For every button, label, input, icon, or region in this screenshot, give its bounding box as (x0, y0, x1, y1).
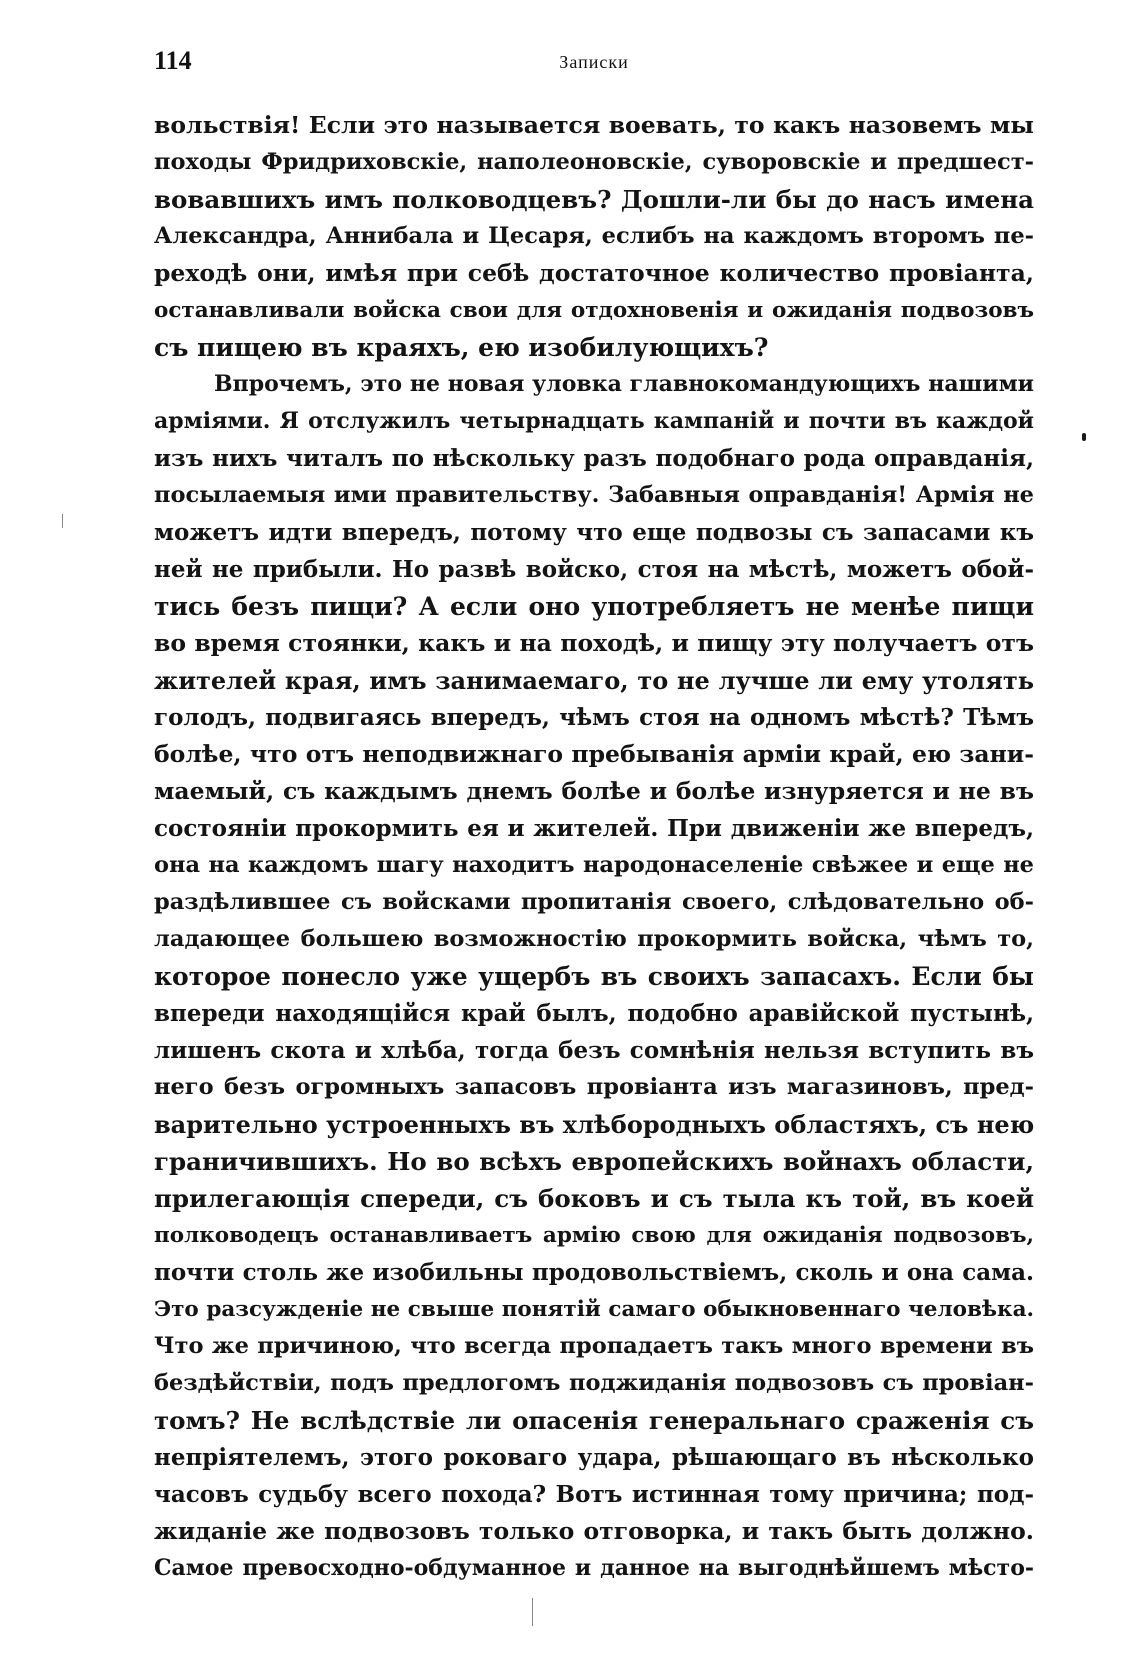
text-line: часовъ судьбу всего похода? Вотъ истинная тому причина; под- (154, 1481, 1034, 1508)
page-header (154, 46, 1034, 86)
text-line: непріятелемъ, этого роковаго удара, рѣшающаго въ нѣсколько (154, 1444, 1034, 1471)
text-line: тись безъ пищи? А если оно употребляетъ не менѣе пищи (154, 592, 1034, 621)
text-line: съ пищею въ краяхъ, ею изобилующихъ? (154, 333, 769, 362)
text-line: болѣе, что отъ неподвижнаго пребыванія арміи край, ею зани- (154, 740, 1034, 768)
print-speck (1082, 433, 1086, 441)
text-line: Александра, Аннибала и Цесаря, еслибъ на каждомъ второмъ пе- (154, 223, 1034, 249)
text-line: полководецъ останавливаетъ армію свою для ожиданія подвозовъ, (154, 1223, 1034, 1248)
text-line: варительно устроенныхъ въ хлѣбородныхъ областяхъ, съ нею (154, 1110, 1034, 1139)
text-line: Что же причиною, что всегда пропадаетъ такъ много времени въ (154, 1333, 1034, 1359)
text-line: почти столь же изобильны продовольствіемъ, сколь и она сама. (154, 1259, 1034, 1286)
text-line: жителей края, имъ занимаемаго, то не лучше ли ему утолять (154, 666, 1034, 695)
text-line: арміями. Я отслужилъ четырнадцать кампаній и почти въ каждой (154, 408, 1034, 434)
body-text (154, 107, 1034, 1587)
text-line: прилегающія спереди, съ боковъ и съ тыла къ той, въ коей (154, 1184, 1034, 1213)
text-line: походы Фридриховскіе, наполеоновскіе, суворовскіе и предшест- (154, 149, 1034, 175)
text-line: граничившихъ. Но во всѣхъ европейскихъ войнахъ области, (154, 1147, 1034, 1176)
text-line: впереди находящійся край былъ, подобно аравійской пустынѣ, (154, 1000, 1034, 1027)
text-line: ладающее большею возможностію прокормить войска, чѣмъ то, (154, 926, 1034, 952)
text-line: голодъ, подвигаясь впередъ, чѣмъ стоя на одномъ мѣстѣ? Тѣмъ (154, 704, 1034, 731)
text-line: во время стоянки, какъ и на походѣ, и пищу эту получаетъ отъ (154, 629, 1034, 657)
text-line: реходѣ они, имѣя при себѣ достаточное количество провіанта, (154, 259, 1034, 287)
text-line: которое понесло уже ущербъ въ своихъ запасахъ. Если бы (154, 962, 1034, 991)
text-line: томъ? Не вслѣдствіе ли опасенія генеральнаго сраженія съ (154, 1406, 1034, 1435)
text-line: ней не прибыли. Но развѣ войско, стоя на мѣстѣ, можетъ обой- (154, 556, 1034, 583)
text-line: состояніи прокормить ея и жителей. При движеніи же впередъ, (154, 815, 1034, 842)
text-line: Это разсужденіе не свыше понятій самаго обыкновеннаго человѣка. (154, 1297, 1034, 1322)
text-line: бездѣйствіи, подъ предлогомъ поджиданія подвозовъ съ провіан- (154, 1370, 1034, 1396)
text-line: изъ нихъ читалъ по нѣскольку разъ подобнаго рода оправданія, (154, 445, 1034, 472)
text-line: Впрочемъ, это не новая уловка главнокомандующихъ нашими (214, 371, 1034, 397)
text-line: вольствія! Если это называется воевать, то какъ назовемъ мы (154, 111, 1034, 139)
running-title: Записки (559, 52, 629, 72)
scan-edge-mark (62, 514, 63, 528)
text-line: можетъ идти впередъ, потому что еще подвозы съ запасами къ (154, 519, 1034, 546)
text-line: раздѣлившее съ войсками пропитанія своего, слѣдовательно об- (154, 889, 1034, 915)
text-line: лишенъ скота и хлѣба, тогда безъ сомнѣнія нельзя вступить въ (154, 1037, 1034, 1064)
text-line: Самое превосходно-обдуманное и данное на выгоднѣйшемъ мѣсто- (154, 1555, 1034, 1581)
text-line: него безъ огромныхъ запасовъ провіанта изъ магазиновъ, пред- (154, 1074, 1034, 1100)
text-line: останавливали войска свои для отдохновенія и ожиданія подвозовъ (154, 298, 1034, 323)
text-line: маемый, съ каждымъ днемъ болѣе и болѣе изнуряется и не въ (154, 777, 1034, 805)
text-line: она на каждомъ шагу находитъ народонаселеніе свѣжее и еще не (154, 852, 1034, 878)
page-number: 114 (154, 46, 192, 75)
text-line: посылаемыя ими правительству. Забавныя оправданія! Армія не (154, 482, 1034, 508)
text-line: жиданіе же подвозовъ только отговорка, и такъ быть должно. (154, 1517, 1034, 1545)
scan-edge-mark (532, 1598, 533, 1626)
text-line: вовавшихъ имъ полководцевъ? Дошли-ли бы до насъ имена (154, 185, 1034, 214)
